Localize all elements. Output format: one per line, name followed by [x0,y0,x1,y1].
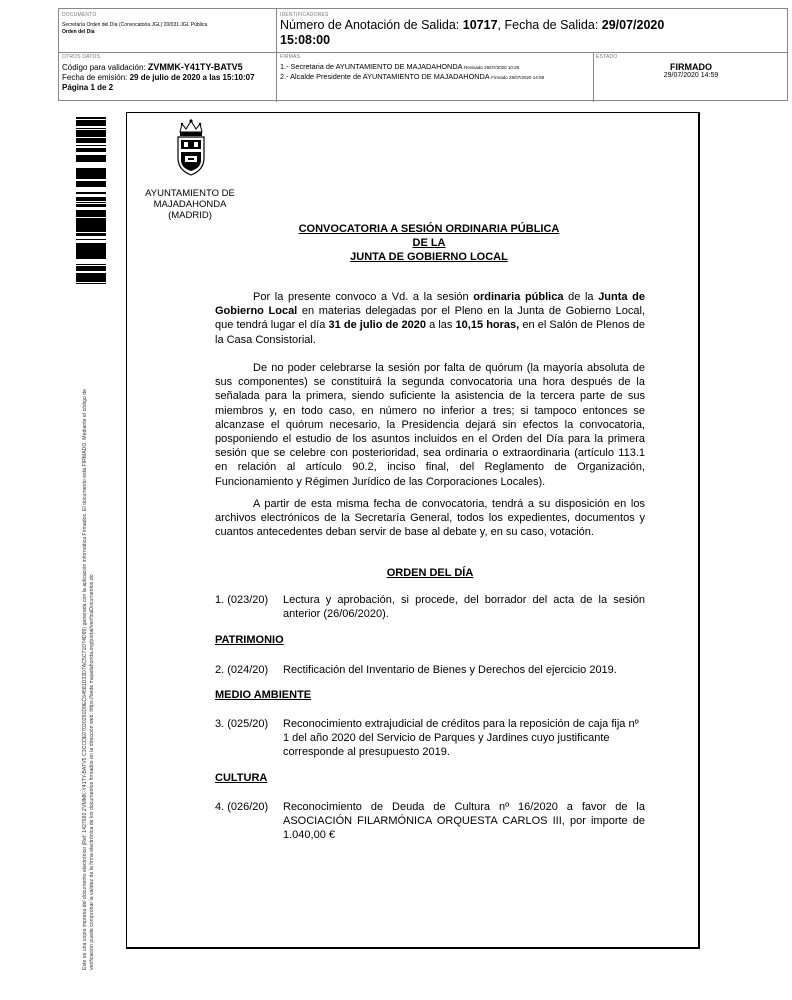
barcode-icon [76,116,106,288]
orden-del-dia-heading: ORDEN DEL DÍA [386,567,474,579]
otros-label: OTROS DATOS [62,54,101,60]
convocatoria-title [215,222,643,264]
documento-line2: Orden del Día [62,29,95,35]
section-medio-ambiente: MEDIO AMBIENTE [215,689,312,701]
title-line3: JUNTA DE GOBIERNO LOCAL [350,251,508,263]
item-number: 2. (024/20) [215,664,269,676]
item-text: Rectificación del Inventario de Bienes y Derechos del ejercicio 2019. [283,664,617,676]
documento-label: DOCUMENTO [62,12,97,18]
side-line-1: Este es una copia impresa del documento electrónico (Ref: 1427692 ZVMMK-Y41TY-BATV5 C3CCDE07020291D9EC64581D32D7AC5C71D74D99) generada con la aplicación informática Firmadoc. El documento está FIRMADO. Mediante el código de [82,388,88,970]
side-line-2: verificación puede comprobar la validez de la firma electrónica de los documentos firmados en la dirección web: https://sede.majadahonda.org/portal/verificaDocumentos.do [89,574,95,970]
coat-of-arms-icon [172,118,210,178]
item-text: Reconocimiento extrajudicial de créditos para la reposición de caja fija nº 1 del año 2020 del Servicio de Parques y Jardines cuyo justificante corresponde al presupuesto 2019. [283,718,639,759]
paragraph-convocatoria: Por la presente convoco a Vd. a la sesión ordinaria pública de la Junta de Gobierno Local en materias delegadas por el Pleno en la Junta de Gobierno Local, que tendrá lugar el día 31 de julio de 2020 a las 10,15 horas, en el Salón de Plenos de la Casa Consistorial. [215,291,646,346]
item-text: Lectura y aprobación, si procede, del borrador del acta de la sesión anterior (26/06/2020). [283,594,645,621]
fecha-emision: Fecha de emisión: 29 de julio de 2020 a las 15:10:07 [62,73,255,82]
firma-1: 1.- Secretaria de AYUNTAMIENTO DE MAJADAHONDA Revisado 29/07/2020 10:28 [280,62,520,71]
item-number: 3. (025/20) [215,718,269,730]
agenda-item-2 [215,663,645,677]
title-line2: DE LA [412,237,446,249]
agenda-item-4 [215,800,645,843]
paragraph-disposicion: A partir de esta misma fecha de convocatoria, tendrá a su disposición en los archivos electrónicos de la Secretaría General, todos los expedientes, documentos y cuantos antecedentes deban servir de base al debate y, en su caso, votación. [215,498,645,539]
agenda-item-1 [215,593,645,621]
section-cultura: CULTURA [215,772,268,784]
paragraph-quorum: De no poder celebrarse la sesión por falta de quórum (la mayoría absoluta de sus componentes) se constituirá la segunda convocatoria una hora después de la señalada para la primera, siendo suficiente la asistencia de la tercera parte de sus miembros y, en todo caso, en número no inferior a tres; si tampoco entonces se alcanzase el quórum necesario, la Presidencia dejará sin efectos la convocatoria, posponiendo el estudio de los asuntos incluidos en el Orden del Día para la primera sesión que se celebre con posterioridad, sea ordinaria o extraordinaria (artículo 113.1 en relación al artículo 90.2, inciso final, del Reglamento de Organización, Funcionamiento y Régimen Jurídico de las Corporaciones Locales). [215,362,645,488]
identificadores-label: IDENTIFICADORES [280,12,329,18]
documento-line1: Secretaría Orden del Día (Convocatoria JGL) 20/031 JGL Pública [62,22,208,28]
estado-label: ESTADO [596,54,618,60]
estado-cell [596,54,786,79]
firma-2: 2.- Alcalde Presidente de AYUNTAMIENTO DE MAJADAHONDA Firmado 29/07/2020 14:59 [280,72,545,81]
firmas-cell [280,54,592,82]
title-line1: CONVOCATORIA A SESIÓN ORDINARIA PÚBLICA [298,223,560,235]
side-verification-text [82,300,96,970]
agenda-item-3 [215,717,645,760]
pagina: Página 1 de 2 [62,83,114,92]
estado-fecha: 29/07/2020 14:59 [663,72,719,79]
identificadores-cell [280,12,680,48]
documento-cell [62,12,272,36]
item-text: Reconocimiento de Deuda de Cultura nº 16/2020 a favor de la ASOCIACIÓN FILARMÓNICA ORQUESTA CARLOS III, por importe de 1.040,00 € [283,801,645,842]
section-patrimonio: PATRIMONIO [215,634,284,646]
firmas-label: FIRMAS [280,54,301,60]
otros-datos-cell [62,54,274,93]
document-header [58,8,788,101]
codigo-validacion: Código para validación: ZVMMK-Y41TY-BATV5 [62,62,243,72]
estado-value: FIRMADO [670,62,712,72]
item-number: 4. (026/20) [215,801,269,813]
item-number: 1. (023/20) [215,594,269,606]
institution-name: AYUNTAMIENTO DE MAJADAHONDA (MADRID) [145,188,235,221]
anotacion-salida: Número de Anotación de Salida: 10717, Fecha de Salida: 29/07/2020 15:08:00 [280,18,665,47]
